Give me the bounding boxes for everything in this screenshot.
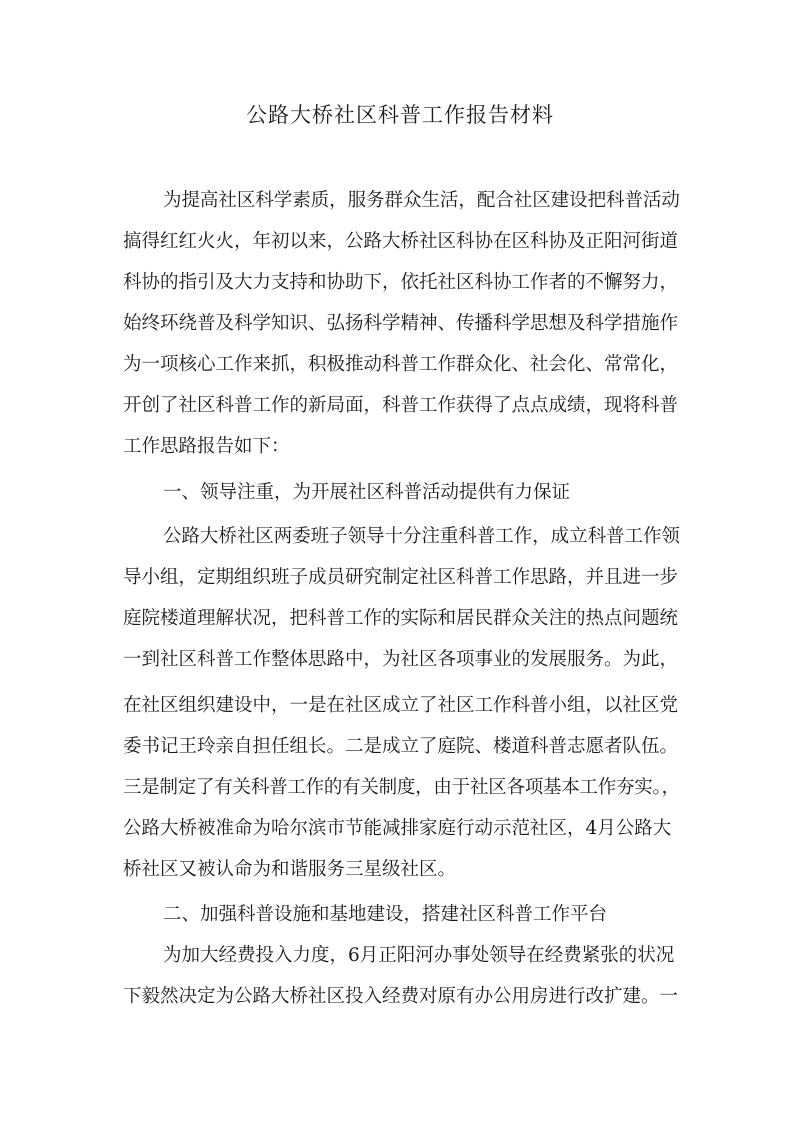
paragraph-line: 搞得红红火火，年初以来，公路大桥社区科协在区科协及正阳河街道 <box>123 231 679 252</box>
paragraph-line: 公路大桥社区两委班子领导十分注重科普工作，成立科普工作领 <box>163 526 680 547</box>
paragraph-line: 三是制定了有关科普工作的有关制度，由于社区各项基本工作夯实。， <box>123 777 680 798</box>
paragraph-line: 为加大经费投入力度，6月正阳河办事处领导在经费紧张的状况 <box>163 945 675 966</box>
paragraph-line: 庭院楼道理解状况，把科普工作的实际和居民群众关注的热点问题统 <box>123 608 679 629</box>
section-heading: 二、加强科普设施和基地建设，搭建社区科普工作平台 <box>163 904 608 925</box>
paragraph-line: 下毅然决定为公路大桥社区投入经费对原有办公用房进行改扩建。一 <box>123 986 679 1007</box>
paragraph-line: 科协的指引及大力支持和协助下，依托社区科协工作者的不懈努力， <box>123 272 679 293</box>
paragraph-line: 委书记王玲亲自担任组长。二是成立了庭院、楼道科普志愿者队伍。 <box>123 736 679 757</box>
paragraph-line: 为提高社区科学素质，服务群众生活，配合社区建设把科普活动 <box>163 190 680 211</box>
paragraph-line: 一到社区科普工作整体思路中，为社区各项事业的发展服务。为此， <box>123 649 679 670</box>
paragraph-line: 导小组，定期组织班子成员研究制定社区科普工作思路，并且进一步 <box>123 567 679 588</box>
paragraph-line: 始终环绕普及科学知识、弘扬科学精神、传播科学思想及科学措施作 <box>123 313 679 334</box>
document-title: 公路大桥社区科普工作报告材料 <box>246 103 554 127</box>
paragraph-line: 工作思路报告如下： <box>123 436 290 457</box>
section-heading: 一、领导注重，为开展社区科普活动提供有力保证 <box>163 482 571 503</box>
paragraph-line: 公路大桥被准命为哈尔滨市节能减排家庭行动示范社区，4月公路大 <box>123 818 672 839</box>
paragraph-line: 桥社区又被认命为和谐服务三星级社区。 <box>123 859 457 880</box>
paragraph-line: 开创了社区科普工作的新局面，科普工作获得了点点成绩，现将科普 <box>123 395 679 416</box>
paragraph-line: 在社区组织建设中，一是在社区成立了社区工作科普小组，以社区党 <box>123 695 679 716</box>
paragraph-line: 为一项核心工作来抓，积极推动科普工作群众化、社会化、常常化， <box>123 354 679 375</box>
